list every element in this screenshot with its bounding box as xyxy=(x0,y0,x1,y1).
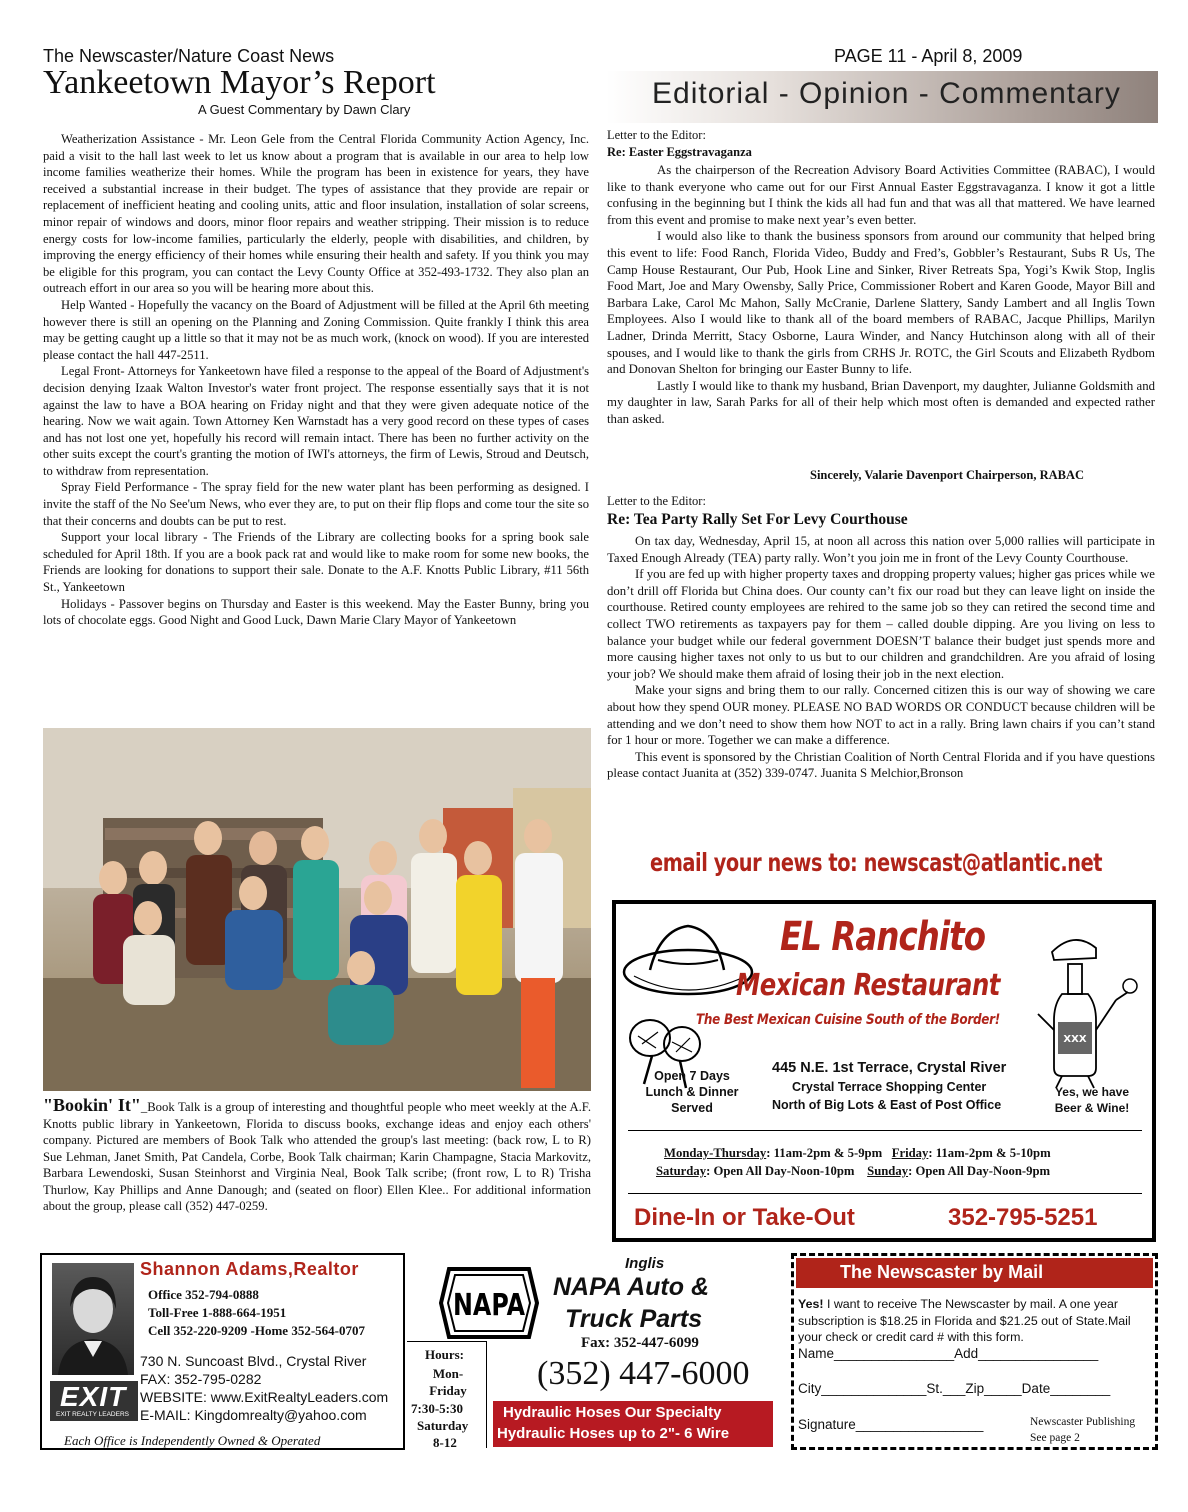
el-ranchito-hours-row1 xyxy=(664,1146,1051,1161)
napa-ad xyxy=(407,1253,785,1450)
mail-desc: I want to receive The Newscaster by mail. A one year subscription is $18.25 in Florida and $21.25 out of State.Mail your check or credit card # with this form. xyxy=(798,1297,1131,1344)
napa-strip1: Hydraulic Hoses Our Specialty xyxy=(503,1404,722,1421)
letter1-paragraph: Lastly I would like to thank my husband, Brian Davenport, my daughter, Julianne Goldsmith and my daughter in law, Sarah Parks for all of their help which most often is demanded and expected rather than asked. xyxy=(607,378,1155,426)
beer-bottle-icon xyxy=(1034,930,1144,1090)
napa-fax: Fax: 352-447-6099 xyxy=(581,1335,699,1351)
el-ranchito-subtitle: Mexican Restaurant xyxy=(736,968,1000,1003)
mail-yes: Yes! xyxy=(798,1297,824,1311)
mail-publisher: Newscaster Publishing xyxy=(1030,1416,1136,1428)
hours-value-monday: : 11am-2pm & 5-9pm xyxy=(766,1146,883,1160)
napa-strip xyxy=(493,1401,773,1447)
napa-hours-time: 7:30-5:30 xyxy=(411,1401,463,1416)
napa-logo-icon xyxy=(439,1263,539,1343)
letter2-body xyxy=(607,533,1155,782)
mail-see-page: See page 2 xyxy=(1030,1432,1080,1444)
hours-value-sunday: : Open All Day-Noon-9pm xyxy=(908,1164,1051,1178)
editorial-banner xyxy=(606,71,1158,123)
letter1-paragraph: As the chairperson of the Recreation Advisory Board Activities Committee (RABAC), I would like to thank everyone who came out for our First Annual Easter Eggstravaganza. I know it got a little confusing in the beginning but I think the kids all had fun and that was all that mattered. We have learned from this event and promise to make next year’s even better. xyxy=(607,163,1155,227)
napa-hours-label: Hours: xyxy=(425,1347,464,1362)
letter2-paragraph: On tax day, Wednesday, April 15, at noon all across this nation over 5,000 rallies will participate in Taxed Enough Already (TEA) party rally. Won’t you join me in front of the Levy County Courthouse. xyxy=(607,534,1155,565)
letter1-body xyxy=(607,162,1155,428)
letter1-signature: Sincerely, Valarie Davenport Chairperson, RABAC xyxy=(810,468,1085,482)
el-ranchito-hours-row2 xyxy=(656,1164,1050,1179)
paragraph-spray-field: Spray Field Performance - The spray field for the new water plant has been performing as designed. I invite the staff of the No See'um News, who ever they are, to put on their flip flops and come tour the site so that their concerns and doubts can be put to rest. xyxy=(43,480,589,528)
letter2-paragraph: Make your signs and bring them to our rally. Concerned citizen this is our way of showing we care about how they spend OUR money. PLEASE NO BAD WORDS OR CONDUCT because children will be attending and we don’t need to show them how NOT to act in a rally. Bring lawn chairs if you can’t stand for 1 hour or more. Together we can make a difference. xyxy=(607,683,1155,748)
el-ranchito-address3: North of Big Lots & East of Post Office xyxy=(772,1098,1002,1112)
napa-sat: Saturday xyxy=(417,1418,469,1433)
exit-logo-text: EXIT xyxy=(60,1381,127,1412)
paragraph-weatherization: Weatherization Assistance - Mr. Leon Gele from the Central Florida Community Action Agency, Inc. paid a visit to the hall last week to let us know about a program that is available in our area to help low income families weatherize their homes. While the program has been in existence for years, they have received a substantial increase in their budget. The types of assistance that they provide are repair or replacement of inefficient heating and cooling units, attic and floor insulation, installation of solar screens, minor repair of windows and doors, minor floor repairs and weather stripping. Their mission is to reduce energy costs for low-income families, particularly the elderly, people with disabilities, and children, by improving the energy efficiency of their homes while ensuring their health and safety. If you think you may be eligible for this program, you can contact the Levy County Office at 352-493-1732. They also plan an outreach effort in our area so you will be hearing more about this. xyxy=(43,132,589,296)
realtor-email[interactable]: E-MAIL: Kingdomrealty@yahoo.com xyxy=(140,1407,367,1423)
napa-strip2: Hydraulic Hoses up to 2"- 6 Wire xyxy=(497,1425,730,1442)
realtor-fax: FAX: 352-795-0282 xyxy=(140,1371,262,1387)
el-ranchito-ad xyxy=(612,900,1156,1242)
el-ranchito-dine: Dine-In or Take-Out xyxy=(634,1204,855,1231)
realtor-tollfree: Toll-Free 1-888-664-1951 xyxy=(148,1305,287,1320)
letter1-subject: Re: Easter Eggstravaganza xyxy=(607,145,752,159)
mail-city-field[interactable]: City______________St.___Zip_____Date________ xyxy=(798,1381,1111,1396)
realtor-address: 730 N. Suncoast Blvd., Crystal River xyxy=(140,1353,367,1369)
napa-logo xyxy=(439,1263,539,1343)
page-info: PAGE 11 - April 8, 2009 xyxy=(834,46,1023,66)
person-photo-icon xyxy=(52,1263,134,1375)
letter2-intro: Letter to the Editor: xyxy=(607,494,706,508)
mayor-report-byline: A Guest Commentary by Dawn Clary xyxy=(198,102,411,117)
realtor-office: Office 352-794-0888 xyxy=(148,1287,259,1302)
hours-label-friday: Friday xyxy=(891,1146,929,1160)
hours-value-saturday: : Open All Day-Noon-10pm xyxy=(706,1164,855,1178)
mayor-report-headline: Yankeetown Mayor’s Report xyxy=(43,64,436,101)
el-ranchito-hours-box xyxy=(628,1130,1142,1194)
hours-value-friday: : 11am-2pm & 5-10pm xyxy=(928,1146,1051,1160)
mail-name-field[interactable]: Name________________Add________________ xyxy=(798,1346,1099,1361)
napa-phone[interactable]: (352) 447-6000 xyxy=(537,1355,750,1392)
mail-text xyxy=(798,1296,1156,1346)
paragraph-help-wanted: Help Wanted - Hopefully the vacancy on the Board of Adjustment will be filled at the April 6th meeting however there is still an opening on the Planning and Zoning Commission. Quite frankly I think this area may be getting caught up a little so that it may not be as much work, (knock on wood). If you are interested please contact the hall 447-2511. xyxy=(43,297,589,362)
publication-name: The Newscaster/Nature Coast News xyxy=(43,46,335,66)
editorial-banner-text: Editorial - Opinion - Commentary xyxy=(652,77,1121,110)
realtor-website[interactable]: WEBSITE: www.ExitRealtyLeaders.com xyxy=(140,1389,389,1405)
email-banner[interactable]: email your news to: newscast@atlantic.net xyxy=(650,848,1103,877)
el-ranchito-beer: Yes, we have Beer & Wine! xyxy=(1054,1085,1130,1115)
realtor-ad xyxy=(40,1253,405,1450)
exit-logo-sub: EXIT REALTY LEADERS xyxy=(56,1411,129,1418)
el-ranchito-open: Open 7 Days Lunch & Dinner Served xyxy=(645,1069,739,1115)
paragraph-legal-front: Legal Front- Attorneys for Yankeetown have filed a response to the appeal of the Board of Adjustment's decision denying Izaak Walton Investor's water front project. The response essentially says that it is not against the law to have a BOA hearing on Friday night and that they were given adequate notice of the hearing. Now we wait again. Town Attorney Ken Warnstadt has a very good record on these types of cases and has not lost one yet, hopefully his record will remain intact. There has been no further activity on the other suits except the court's granting the motion of IWI's attorneys, the firm of Lewis, Stroud and Deutsch, to withdraw from representation. xyxy=(43,364,589,478)
mail-signature-field[interactable]: Signature_________________ xyxy=(798,1417,984,1432)
letter2-paragraph: This event is sponsored by the Christian Coalition of North Central Florida and if you have questions please contact Juanita at (352) 339-0747. Juanita S Melchior,Bronson xyxy=(607,749,1155,781)
paragraph-holidays: Holidays - Passover begins on Thursday and Easter is this weekend. May the Easter Bunny, bring you lots of chocolate eggs. Good Night and Good Luck, Dawn Marie Clary Mayor of Yankeetown xyxy=(43,596,589,628)
realtor-footer: Each Office is Independently Owned & Operated xyxy=(64,1433,321,1448)
mail-title: The Newscaster by Mail xyxy=(840,1262,1044,1282)
realtor-name-bar xyxy=(136,1259,403,1281)
mail-title-bar xyxy=(796,1258,1153,1288)
hours-label-saturday: Saturday xyxy=(656,1164,707,1178)
el-ranchito-address2: Crystal Terrace Shopping Center xyxy=(792,1080,987,1094)
hours-label-sunday: Sunday xyxy=(867,1164,909,1178)
realtor-name: Shannon Adams,Realtor xyxy=(140,1259,359,1279)
letter1-intro: Letter to the Editor: xyxy=(607,128,706,142)
paragraph-library: Support your local library - The Friends of the Library are collecting books for a spring book sale scheduled for April 18th. If you are a book pack rat and would like to make room for some new books, the Friends are looking for donations to support their sale. Donate to the A.F. Knotts Public Library, #11 56th St., Yankeetown xyxy=(43,530,589,595)
mayor-report-body xyxy=(43,131,589,727)
napa-sat-time: 8-12 xyxy=(433,1435,457,1450)
hours-label-monday: Monday-Thursday xyxy=(664,1146,767,1160)
el-ranchito-name: EL Ranchito xyxy=(780,914,986,960)
photo-caption xyxy=(43,1097,591,1215)
mail-subscription-form xyxy=(791,1253,1158,1450)
letter2-paragraph: If you are fed up with higher property taxes and dropping property values; higher gas prices while we don’t drill off Florida but China does. Our county can’t fix our road but they can leave light on inside the courthouse. Retired county employees are rehired to the same job so they can retired the second time and collect TWO retirements as taxpayers pay for them – called double dipping. Are you living on less to balance your budget while our federal government DOESN’T balance their budget just spends more and more causing higher taxes not only to us but to our children and grandchildren. Are you afraid of losing your job? We should make them afraid of losing their job in the next election. xyxy=(607,567,1155,681)
book-talk-photo xyxy=(43,728,591,1091)
realtor-portrait xyxy=(52,1263,134,1375)
napa-line2: Truck Parts xyxy=(565,1305,703,1333)
letter1-paragraph: I would also like to thank the business sponsors from around our community that helped bring this event to life: Food Ranch, Florida Video, Buddy and Fred’s, Gobbler’s Restaurant, Subs R Us, The Camp House Restaurant, Our Pub, Hook Line and Sinker, River Retreats Spa, Yogi’s Kwik Stop, Inglis Food Mart, Joe and Mary Owensby, Sally Price, Commissioner Robert and Karen Goode, Mayor Bill and Barbara Lake, Carol Mc Mahon, Sally McCranie, Darlene Slattery, Sandy Lambert and all Inglis Town Employees. Also I would like to thank all of the board members of RABAC, Jacque Phillips, Marilyn Ladner, Drinda Merritt, Stacy Osborne, Laura Winder, and Nancy Hutchinson along with all of their spouses, and I would like to thank the girls from CRHS Jr. ROTC, the Girl Scouts and Elizabeth Rydbom and Donovan Shelton for bringing our Easter Bunny to life. xyxy=(607,229,1155,377)
napa-hours-days: Mon-Friday xyxy=(429,1366,467,1398)
exit-logo xyxy=(50,1381,138,1421)
napa-line1: NAPA Auto & xyxy=(553,1273,709,1301)
el-ranchito-tagline: The Best Mexican Cuisine South of the Border! xyxy=(696,1012,1001,1028)
napa-inglis: Inglis xyxy=(625,1255,665,1272)
realtor-cell: Cell 352-220-9209 -Home 352-564-0707 xyxy=(148,1323,365,1338)
letter2-subject: Re: Tea Party Rally Set For Levy Courthouse xyxy=(607,511,908,528)
el-ranchito-phone[interactable]: 352-795-5251 xyxy=(948,1204,1098,1231)
caption-text: _Book Talk is a group of interesting and thoughtful people who meet weekly at the A.F. Knotts public library in Yankeetown, Florida to discuss books, exchange ideas and enjoy each others' company. Pictured are members of Book Talk who attended the group's last meeting: (back row, L to R) Sue Lehman, Janet Smith, Pat Candela, Corbe, Book Talk chairman; Karin Champagne, Stacia Markovitz, Barbara Lewendoski, Susan Steinhorst and Virginia Neal, Book Talk scribe; (front row, L to R) Trisha Thurlow, Kay Phillips and Anne Danough; and (seated on floor) Ellen Klee.. For additional information about the group, please call (352) 447-0259. xyxy=(43,1100,592,1213)
photo-illustration xyxy=(43,728,591,1091)
napa-logo-text: NAPA xyxy=(453,1288,526,1323)
el-ranchito-address1: 445 N.E. 1st Terrace, Crystal River xyxy=(772,1060,1007,1076)
bottle-label: XXX xyxy=(1063,1034,1087,1045)
caption-lead: "Bookin' It" xyxy=(43,1095,141,1115)
